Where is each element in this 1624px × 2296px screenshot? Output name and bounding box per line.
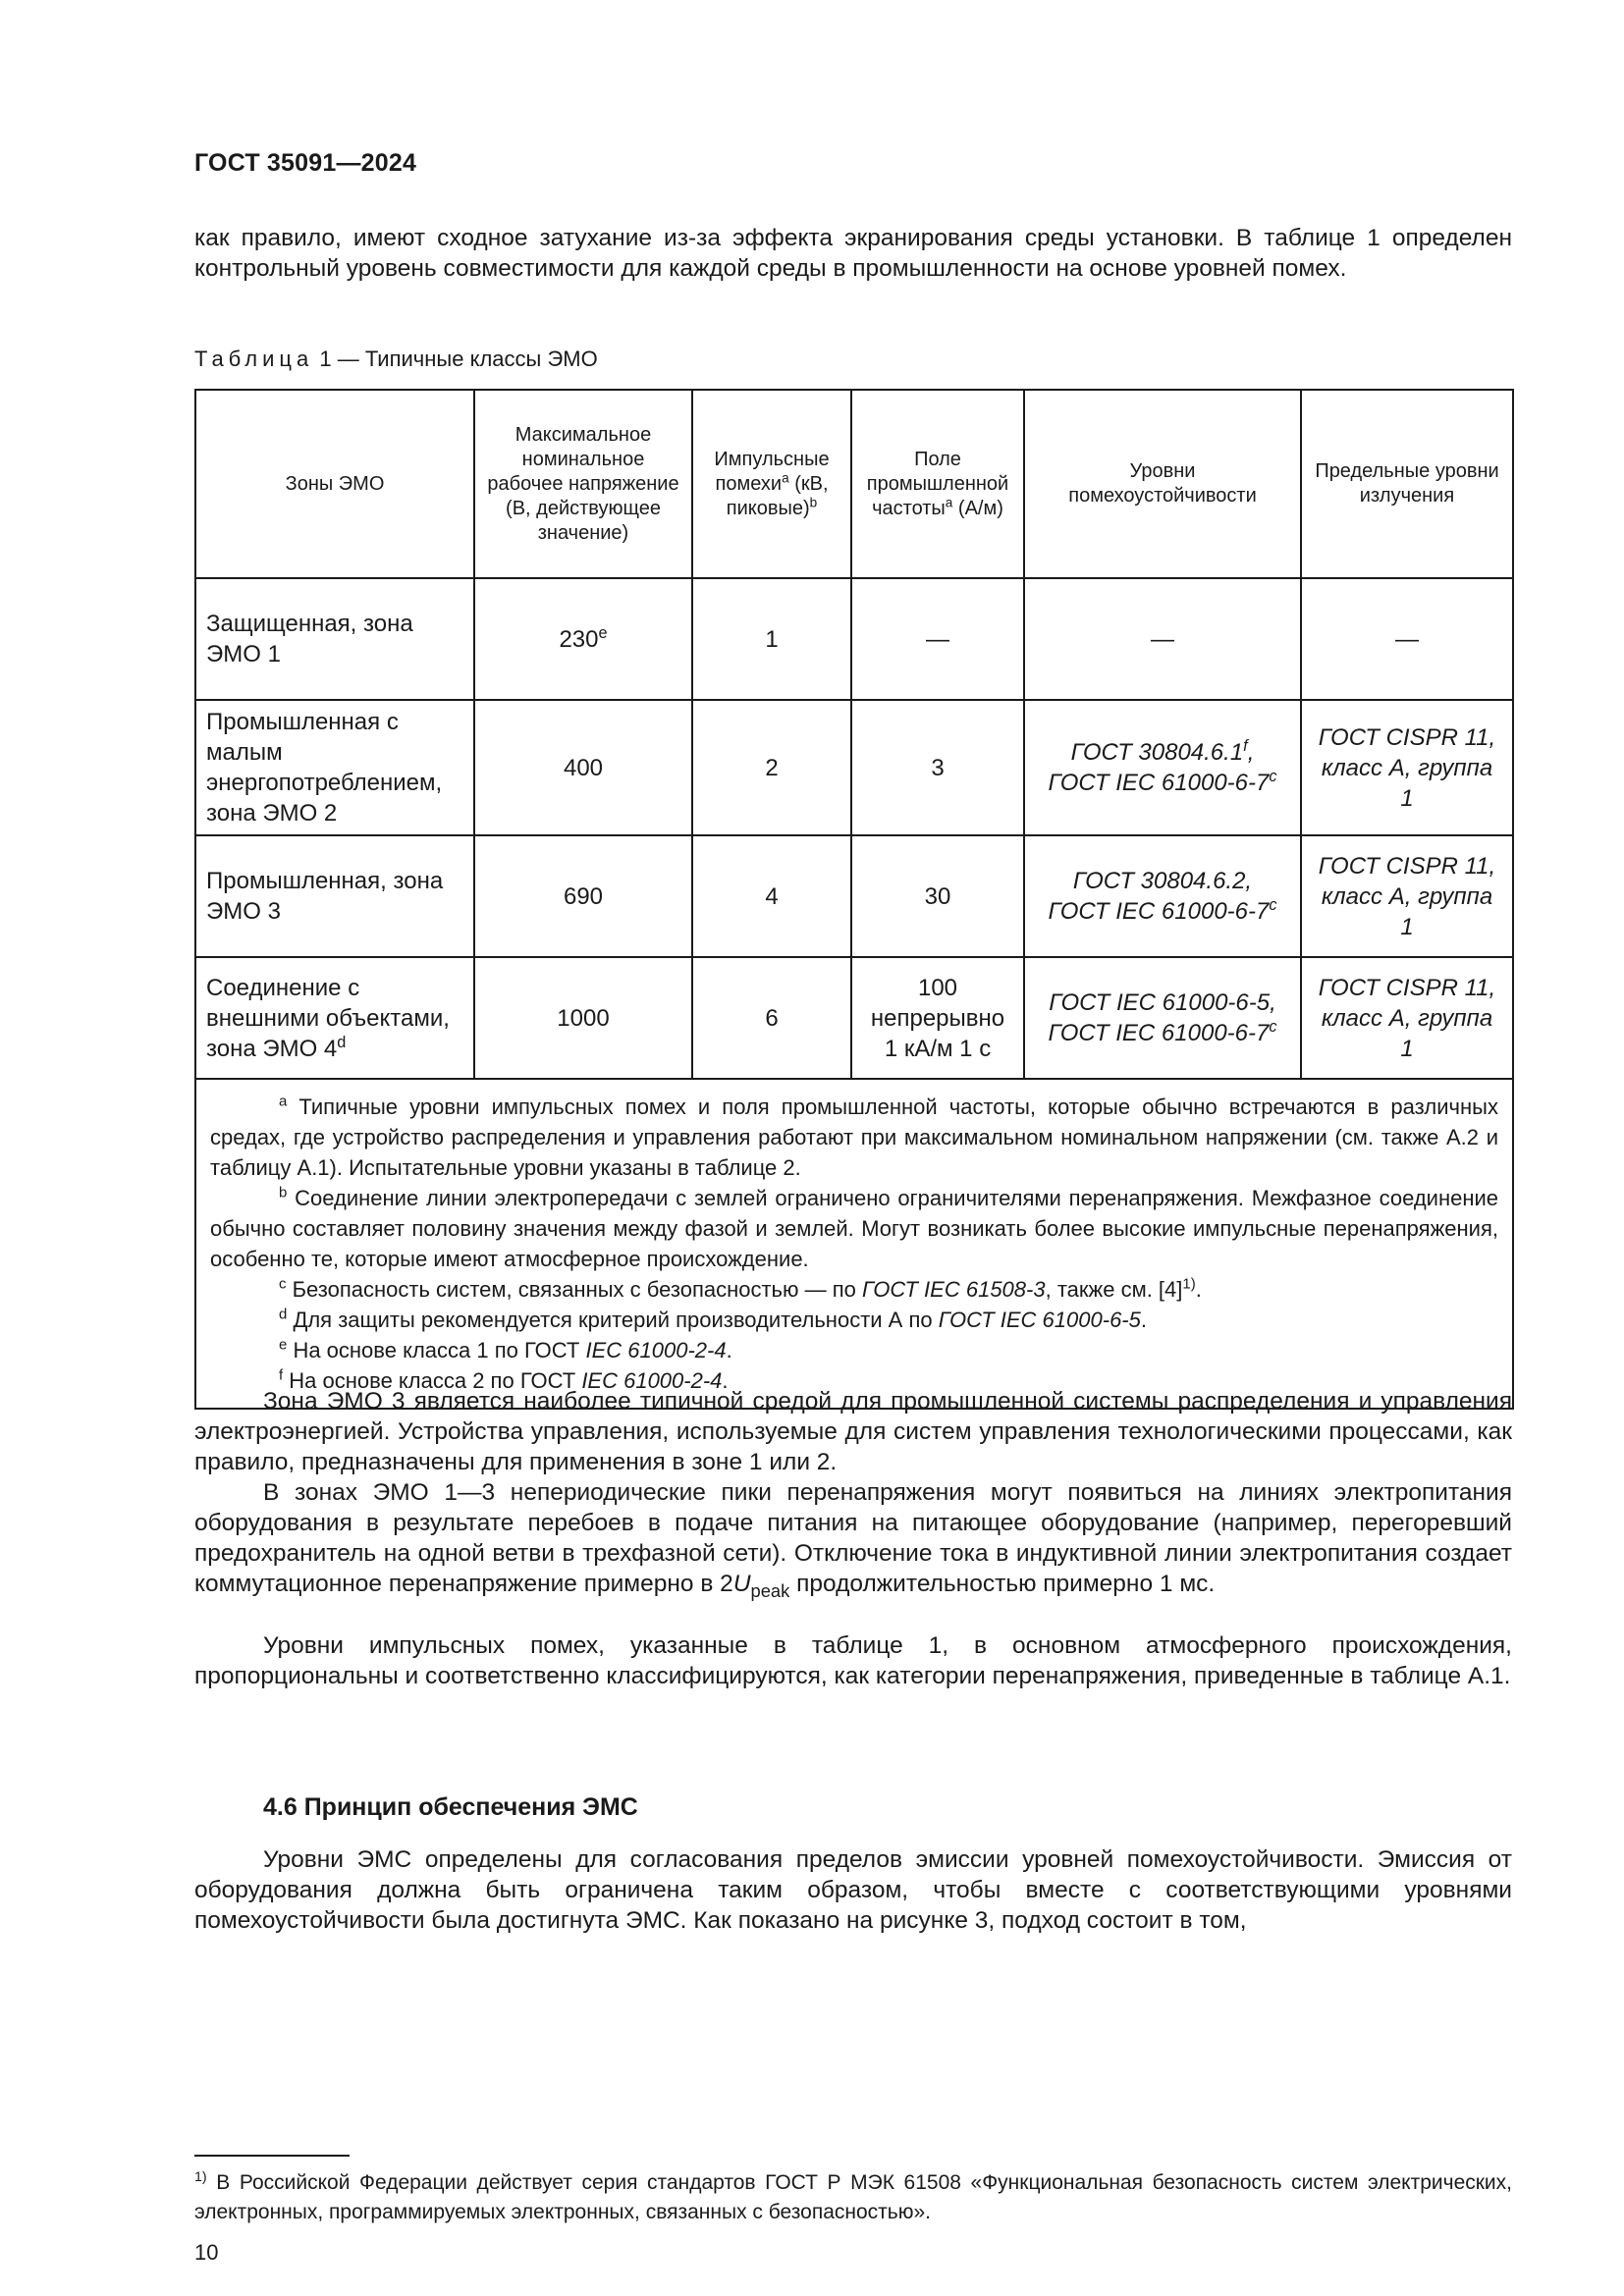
table-notes-row [195, 1079, 1513, 1409]
paragraph-emc-principle: Уровни ЭМС определены для согласования пределов эмиссии уровней помехоустойчивости. Эмиссия от оборудования должна быть ограничена таким образом, чтобы вместе с соответствующими уровнями помехоустойчивости была достигнута ЭМС. Как показано на рисунке 3, подход состоит в том, [194, 1846, 1512, 1934]
cell-voltage: 230e [474, 578, 692, 700]
cell-immunity: ГОСТ IEC 61000-6-5, ГОСТ IEC 61000-6-7$^c$ [1024, 957, 1301, 1079]
cell-zone: Соединение с внешними объектами, зона ЭМО 4$^d$ [195, 957, 474, 1079]
cell-field: 3 [851, 700, 1024, 835]
page-number: 10 [194, 2240, 219, 2265]
header-zones: Зоны ЭМО [195, 390, 474, 578]
footnote-text: В Российской Федерации действует серия стандартов ГОСТ Р МЭК 61508 «Функциональная безопасность систем электрических, электронных, программируемых электронных, связанных с безопасностью». [194, 2171, 1512, 2223]
header-immunity: Уровни помехоустойчивости [1024, 390, 1301, 578]
cell-voltage: 690 [474, 835, 692, 957]
table-caption [194, 347, 598, 372]
table-caption-prefix: Таблица [194, 347, 314, 371]
cell-zone: Промышленная с малым энергопотреблением, зона ЭМО 2 [195, 700, 474, 835]
paragraph-impulse-levels: Уровни импульсных помех, указанные в таблице 1, в основном атмосферного происхождения, пропорциональны и соответственно классифицируются, как категории перенапряжения, приведенные в таблице А.1. [194, 1632, 1512, 1689]
document-header: ГОСТ 35091—2024 [194, 149, 417, 177]
paragraph-zone3: Зона ЭМО 3 является наиболее типичной средой для промышленной системы распределения и управления электроэнергией. Устройства управления, используемые для систем управления технологическими процессами, как правило, предназначены для применения в зоне 1 или 2. [194, 1388, 1512, 1475]
table-caption-title: 1 — Типичные классы ЭМО [313, 347, 598, 371]
note-c: $^c$ Безопасность систем, связанных с безопасностью — по ГОСТ IEC 61508-3, также см. $[4]^{1)}$. [279, 1275, 1202, 1302]
footnote-mark: 1) [194, 2169, 207, 2185]
table-row [195, 957, 1513, 1079]
paragraph-overvoltage: В зонах ЭМО 1—3 непериодические пики перенапряжения могут появиться на линиях электропитания оборудования в результате перебоев в подаче питания на питающее оборудование (например, перегоревший предохранитель на одной ветви в трехфазной сети). Отключение тока в индуктивной линии электропитания создает коммутационное перенапряжение примерно в $2U_{peak}$ продолжительностью примерно 1 мс. [194, 1479, 1512, 1601]
table-row [195, 578, 1513, 700]
table-row [195, 835, 1513, 957]
cell-impulse: 1 [692, 578, 851, 700]
cell-zone: Промышленная, зона ЭМО 3 [195, 835, 474, 957]
cell-voltage: 400 [474, 700, 692, 835]
cell-immunity: ГОСТ 30804.6.1$^f$, ГОСТ IEC 61000-6-7$^c$ [1024, 700, 1301, 835]
cell-emission: ГОСТ CISPR 11, класс A, группа 1 [1301, 835, 1513, 957]
cell-impulse: 4 [692, 835, 851, 957]
table-notes [195, 1079, 1513, 1409]
section-heading: 4.6 Принцип обеспечения ЭМС [263, 1793, 638, 1821]
cell-emission: ГОСТ CISPR 11, класс A, группа 1 [1301, 957, 1513, 1079]
cell-field: 100 непрерывно 1 кА/м 1 с [851, 957, 1024, 1079]
cell-voltage: 1000 [474, 957, 692, 1079]
note-f: $^f$ На основе класса 2 по ГОСТ IEC 61000-2-4. [279, 1366, 729, 1393]
cell-field: — [851, 578, 1024, 700]
note-a: $^a$ Типичные уровни импульсных помех и поля промышленной частоты, которые обычно встречаются в различных средах, где устройство распределения и управления работают при максимальном номинальном напряжении (см. также А.2 и таблицу А.1). Испытательные уровни указаны в таблице 2. [210, 1093, 1498, 1180]
header-field: Поле промышленной частоты$^a$ (А/м) [851, 390, 1024, 578]
cell-emission: — [1301, 578, 1513, 700]
cell-immunity: — [1024, 578, 1301, 700]
emo-classes-table [194, 389, 1514, 1410]
cell-impulse: 6 [692, 957, 851, 1079]
cell-impulse: 2 [692, 700, 851, 835]
intro-paragraph: как правило, имеют сходное затухание из-за эффекта экранирования среды установки. В таблице 1 определен контрольный уровень совместимости для каждой среды в промышленности на основе уровней помех. [194, 225, 1512, 282]
footnote [194, 2168, 1512, 2227]
header-emission: Предельные уровни излучения [1301, 390, 1513, 578]
header-voltage: Максимальное номинальное рабочее напряжение (В, действующее значение) [474, 390, 692, 578]
note-b: $^b$ Соединение линии электропередачи с землей ограничено ограничителями перенапряжения. Межфазное соединение обычно составляет половину значения между фазой и землей. Могут возникать более высокие импульсные перенапряжения, особенно те, которые имеют атмосферное происхождение. [210, 1184, 1498, 1271]
cell-field: 30 [851, 835, 1024, 957]
note-e: $^e$ На основе класса 1 по ГОСТ IEC 61000-2-4. [279, 1336, 732, 1362]
cell-immunity: ГОСТ 30804.6.2, ГОСТ IEC 61000-6-7$^c$ [1024, 835, 1301, 957]
note-d: $^d$ Для защиты рекомендуется критерий производительности А по ГОСТ IEC 61000-6-5. [279, 1306, 1147, 1332]
table-header-row [195, 390, 1513, 578]
header-impulse: Импульсные помехи$^a$ (кВ, пиковые)$^b$ [692, 390, 851, 578]
cell-zone: Защищенная, зона ЭМО 1 [195, 578, 474, 700]
table-row [195, 700, 1513, 835]
cell-emission: ГОСТ CISPR 11, класс A, группа 1 [1301, 700, 1513, 835]
footnote-divider [194, 2155, 350, 2157]
